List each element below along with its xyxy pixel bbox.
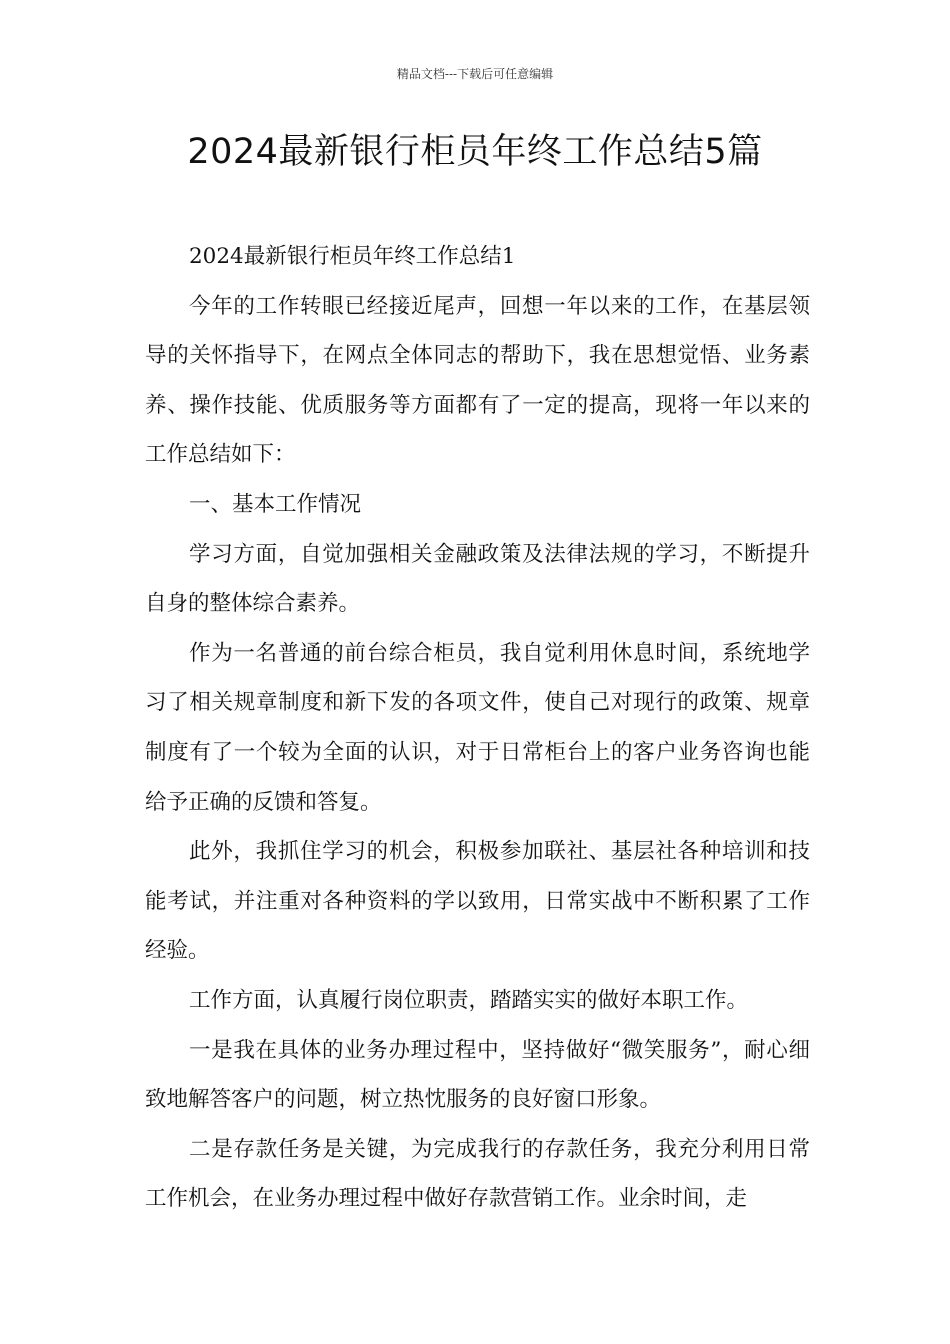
paragraph: 学习方面，自觉加强相关金融政策及法律法规的学习，不断提升自身的整体综合素养。 [145,541,810,617]
paragraph: 二是存款任务是关键，为完成我行的存款任务，我充分利用日常工作机会，在业务办理过程中做好存款营销工作。业余时间，走 [145,1136,810,1212]
document-body [145,232,810,1224]
paragraph: 作为一名普通的前台综合柜员，我自觉利用休息时间，系统地学习了相关规章制度和新下发的各项文件，使自己对现行的政策、规章制度有了一个较为全面的认识，对于日常柜台上的客户业务咨询也能给予正确的反馈和答复。 [145,640,810,815]
section-heading: 一、基本工作情况 [189,491,362,517]
document-title: 2024最新银行柜员年终工作总结5篇 [187,132,763,172]
paragraph: 此外，我抓住学习的机会，积极参加联社、基层社各种培训和技能考试，并注重对各种资料的学以致用，日常实战中不断积累了工作经验。 [145,839,810,964]
paragraph: 今年的工作转眼已经接近尾声，回想一年以来的工作，在基层领导的关怀指导下，在网点全体同志的帮助下，我在思想觉悟、业务素养、操作技能、优质服务等方面都有了一定的提高，现将一年以来的工作总结如下： [145,293,810,468]
paragraph: 工作方面，认真履行岗位职责，踏踏实实的做好本职工作。 [189,987,749,1013]
section-heading: 2024最新银行柜员年终工作总结1 [189,244,516,269]
paragraph: 一是我在具体的业务办理过程中，坚持做好“微笑服务”，耐心细致地解答客户的问题，树立热忱服务的良好窗口形象。 [145,1037,810,1113]
header-note: 精品文档---下载后可任意编辑 [396,67,554,81]
